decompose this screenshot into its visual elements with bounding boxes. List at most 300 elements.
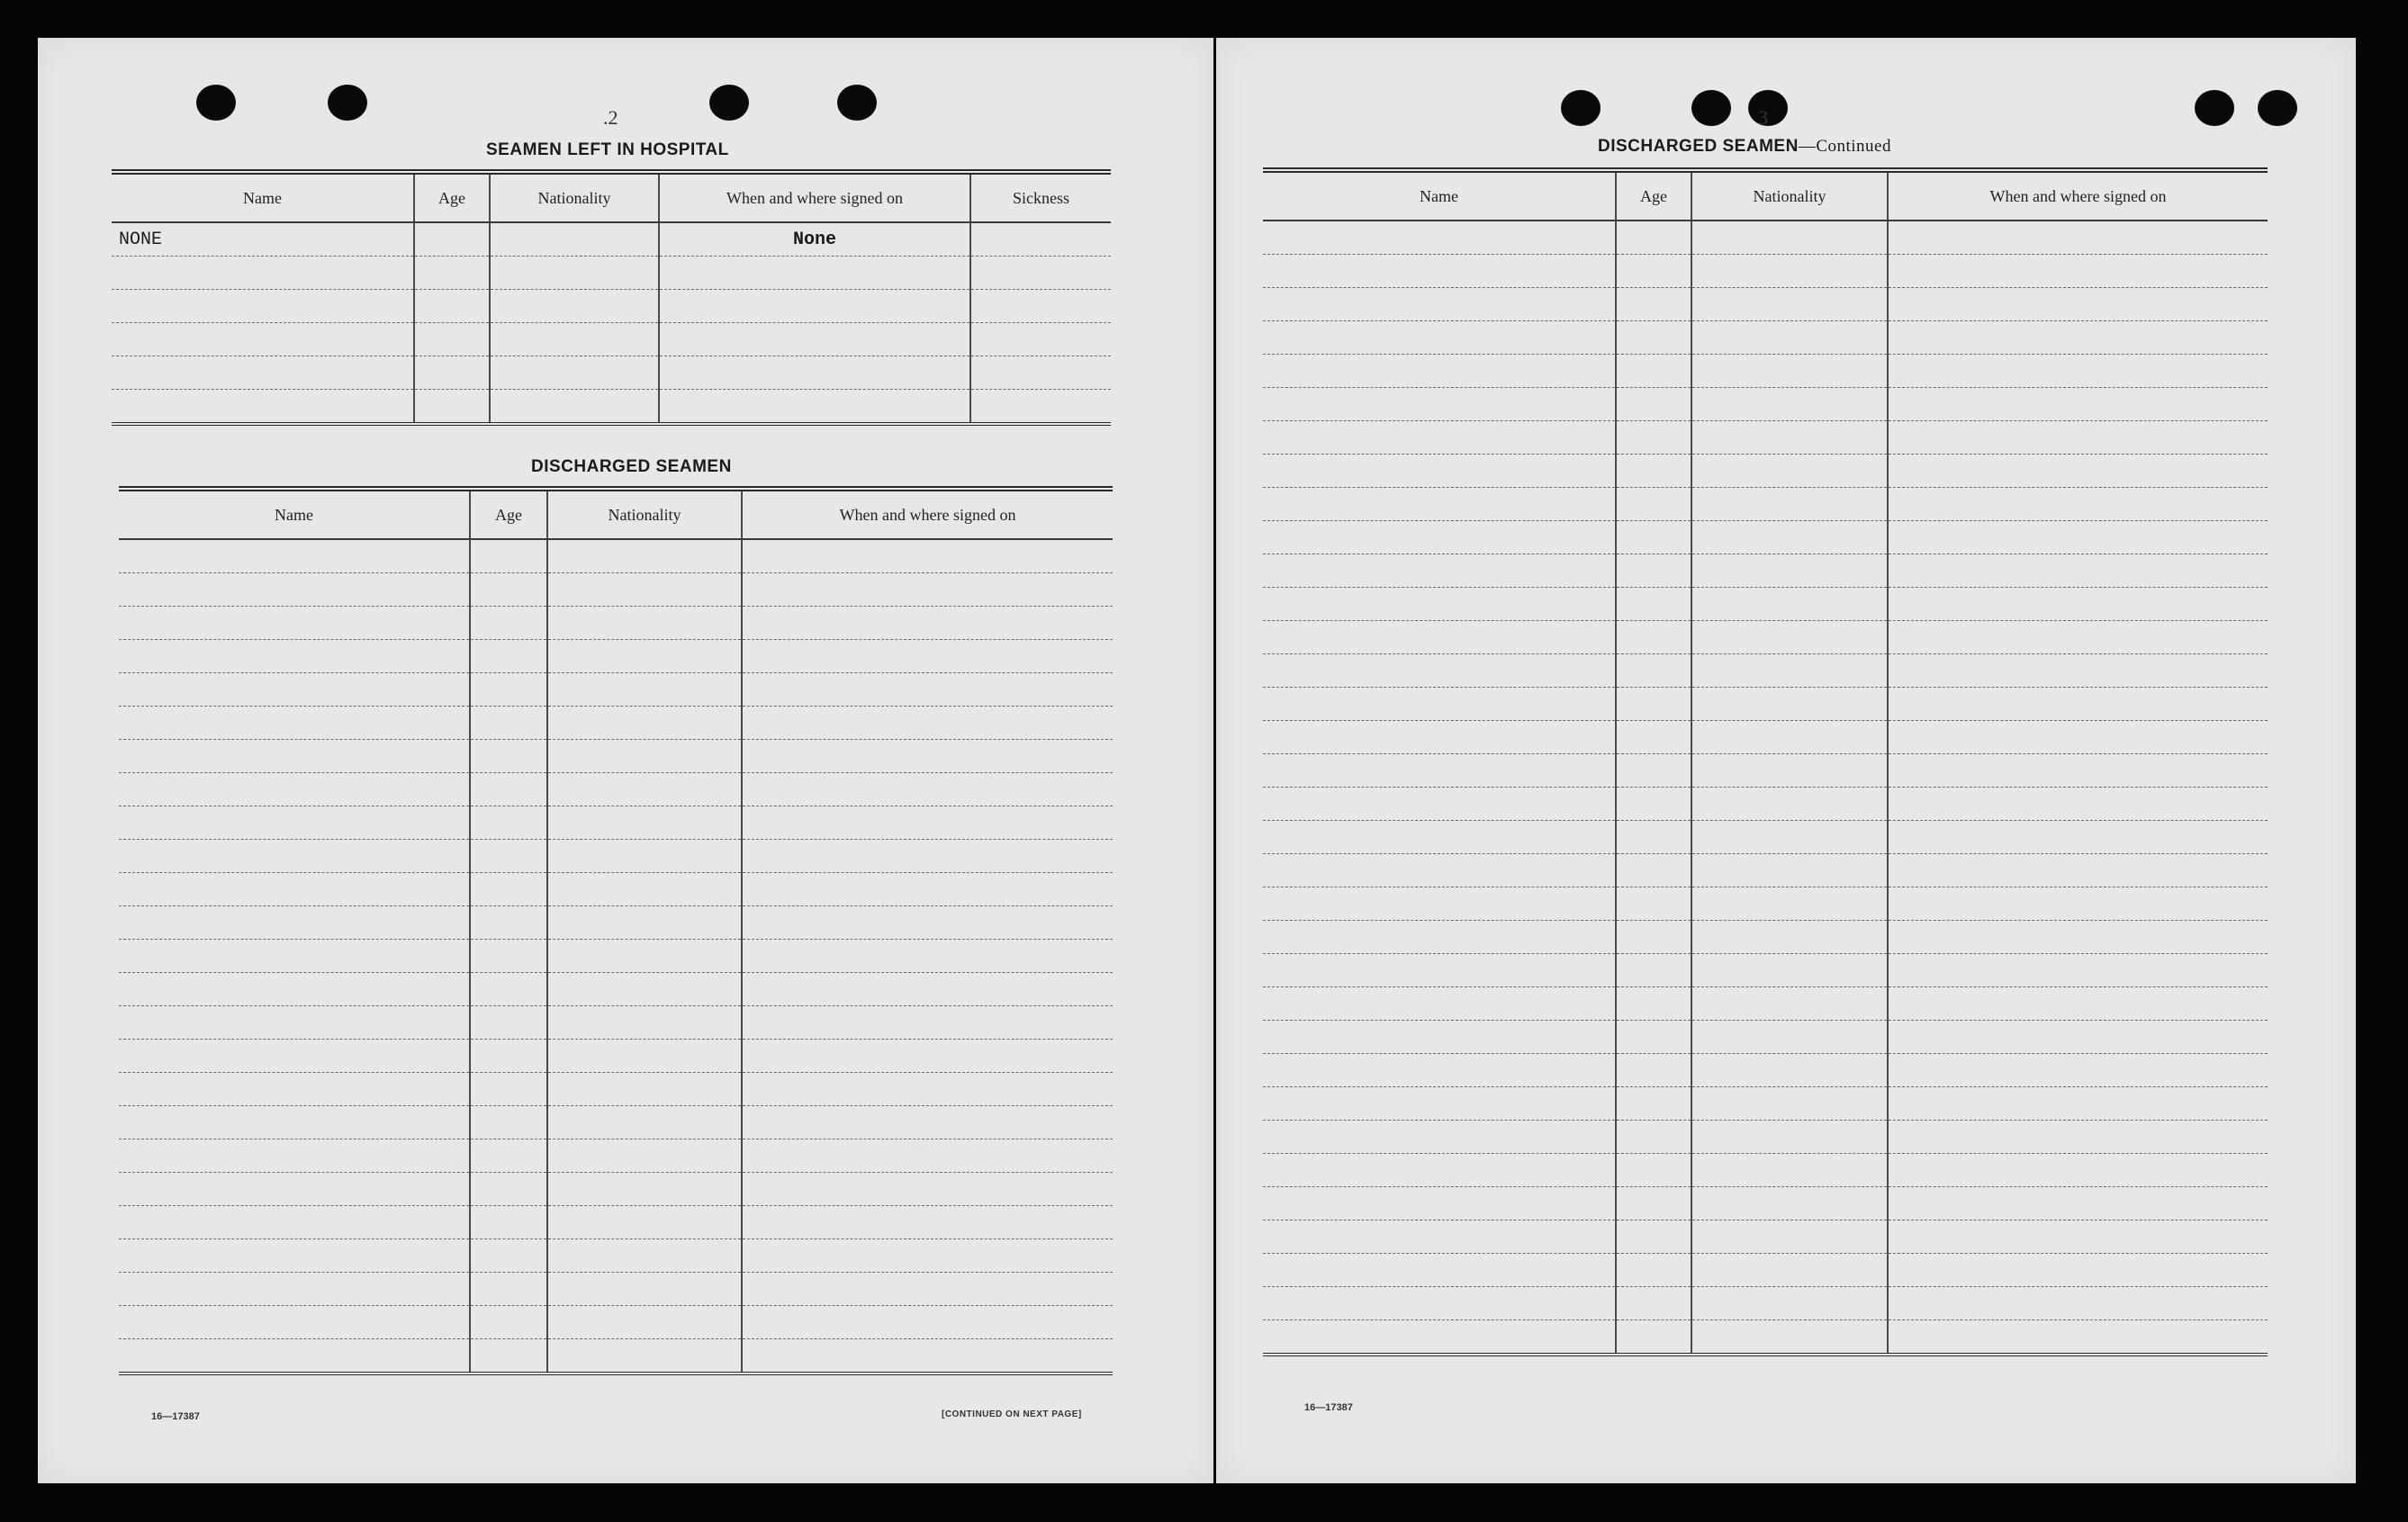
table-cell — [470, 640, 547, 673]
table-cell — [742, 539, 1113, 573]
table-cell — [1616, 521, 1691, 554]
hospital-table — [112, 169, 1111, 426]
table-cell — [547, 1006, 742, 1040]
table-cell — [119, 1139, 470, 1173]
table-cell — [1263, 455, 1616, 488]
table-cell — [1691, 621, 1888, 654]
table-cell — [119, 607, 470, 640]
table-cell — [1888, 1287, 2268, 1320]
table-cell — [1616, 1254, 1691, 1287]
punch-hole — [1748, 90, 1788, 126]
table-row — [119, 1139, 1113, 1173]
column-header: Sickness — [970, 172, 1111, 222]
table-cell — [1263, 821, 1616, 854]
table-cell — [659, 257, 970, 290]
discharged-continued-table — [1263, 167, 2268, 1356]
table-cell — [470, 1006, 547, 1040]
table-row — [112, 290, 1111, 323]
table-cell — [1691, 221, 1888, 255]
table-cell — [1616, 288, 1691, 321]
table-cell — [1888, 355, 2268, 388]
table-cell — [1263, 887, 1616, 921]
table-cell — [1616, 554, 1691, 588]
table-cell — [414, 290, 490, 323]
table-cell — [742, 1139, 1113, 1173]
table-cell — [1616, 621, 1691, 654]
table-cell — [1691, 1087, 1888, 1121]
table-cell — [1691, 1154, 1888, 1187]
table-cell — [547, 906, 742, 940]
punch-hole — [2258, 90, 2297, 126]
table-cell — [742, 607, 1113, 640]
table-cell — [742, 1106, 1113, 1139]
table-cell — [1691, 388, 1888, 421]
table-cell — [1616, 1054, 1691, 1087]
table-cell — [1691, 954, 1888, 987]
table-cell — [547, 973, 742, 1006]
table-cell — [1691, 588, 1888, 621]
table-cell — [1616, 255, 1691, 288]
table-cell — [470, 1173, 547, 1206]
table-row — [112, 257, 1111, 290]
right-page — [1216, 38, 2356, 1483]
table-cell — [742, 1273, 1113, 1306]
table-cell — [1888, 1187, 2268, 1220]
table-cell — [547, 1106, 742, 1139]
table-row — [1263, 1187, 2268, 1220]
table-cell — [742, 1239, 1113, 1273]
table-cell — [470, 806, 547, 840]
table-cell — [1263, 654, 1616, 688]
table-cell — [1263, 1320, 1616, 1355]
table-cell — [1616, 1320, 1691, 1355]
table-cell — [1888, 821, 2268, 854]
table-row — [1263, 521, 2268, 554]
table-cell — [742, 906, 1113, 940]
punch-hole — [837, 85, 877, 121]
table-cell — [1263, 521, 1616, 554]
table-cell — [1888, 621, 2268, 654]
table-row — [119, 1040, 1113, 1073]
table-cell — [1263, 588, 1616, 621]
table-row — [1263, 1254, 2268, 1287]
table-cell — [119, 1306, 470, 1339]
table-cell — [470, 973, 547, 1006]
table-row — [1263, 355, 2268, 388]
table-cell — [547, 840, 742, 873]
table-cell — [1691, 754, 1888, 788]
table-cell — [1616, 821, 1691, 854]
hospital-section-title: SEAMEN LEFT IN HOSPITAL — [486, 140, 729, 159]
table-cell — [490, 222, 659, 257]
table-cell — [1691, 554, 1888, 588]
table-cell — [547, 1273, 742, 1306]
table-cell — [1888, 1021, 2268, 1054]
column-header: Nationality — [547, 489, 742, 539]
table-cell — [1888, 654, 2268, 688]
table-cell — [119, 1206, 470, 1239]
table-cell — [1263, 921, 1616, 954]
table-cell — [1263, 1121, 1616, 1154]
table-cell — [659, 290, 970, 323]
table-cell — [1263, 321, 1616, 355]
table-cell — [547, 740, 742, 773]
table-cell — [742, 873, 1113, 906]
table-row — [112, 222, 1111, 257]
table-cell — [470, 940, 547, 973]
table-cell — [1616, 854, 1691, 887]
table-cell — [119, 1040, 470, 1073]
table-cell — [742, 1306, 1113, 1339]
table-cell — [119, 1273, 470, 1306]
column-header: When and where signed on — [742, 489, 1113, 539]
table-cell — [1888, 1220, 2268, 1254]
table-row — [1263, 288, 2268, 321]
table-cell — [1616, 321, 1691, 355]
table-cell — [1616, 987, 1691, 1021]
table-cell — [470, 1139, 547, 1173]
column-header: When and where signed on — [1888, 170, 2268, 221]
table-cell — [1691, 355, 1888, 388]
table-cell — [1888, 421, 2268, 455]
table-cell — [470, 539, 547, 573]
table-cell — [1263, 1087, 1616, 1121]
table-cell — [547, 1040, 742, 1073]
table-cell — [1888, 388, 2268, 421]
table-cell — [547, 940, 742, 973]
table-row — [1263, 488, 2268, 521]
column-header: Age — [414, 172, 490, 222]
table-cell — [1888, 321, 2268, 355]
title-suffix: —Continued — [1798, 137, 1891, 156]
table-cell — [742, 1339, 1113, 1374]
table-cell — [1616, 754, 1691, 788]
table-cell — [1888, 954, 2268, 987]
table-cell — [1691, 488, 1888, 521]
table-row — [112, 356, 1111, 390]
table-cell — [1888, 754, 2268, 788]
table-row — [119, 940, 1113, 973]
table-cell — [742, 640, 1113, 673]
table-cell — [1263, 1254, 1616, 1287]
table-cell — [470, 906, 547, 940]
table-cell — [1263, 1187, 1616, 1220]
table-cell — [1616, 1220, 1691, 1254]
table-cell — [1263, 987, 1616, 1021]
table-cell — [742, 973, 1113, 1006]
table-cell — [1263, 788, 1616, 821]
table-cell — [1263, 1220, 1616, 1254]
column-header: Age — [470, 489, 547, 539]
table-cell — [470, 1273, 547, 1306]
table-row — [1263, 321, 2268, 355]
table-cell — [119, 806, 470, 840]
table-cell — [470, 1040, 547, 1073]
table-cell — [1691, 788, 1888, 821]
table-cell — [1616, 1187, 1691, 1220]
table-cell — [1263, 421, 1616, 455]
table-cell — [547, 607, 742, 640]
table-cell — [547, 640, 742, 673]
table-cell — [1616, 355, 1691, 388]
table-cell — [470, 1306, 547, 1339]
page-number: .2 — [603, 106, 618, 129]
column-header: Name — [119, 489, 470, 539]
table-cell — [1616, 488, 1691, 521]
table-cell — [547, 539, 742, 573]
table-cell — [1616, 954, 1691, 987]
table-cell — [1691, 987, 1888, 1021]
table-row — [119, 539, 1113, 573]
punch-hole — [1691, 90, 1731, 126]
table-cell — [490, 356, 659, 390]
table-cell — [414, 323, 490, 356]
table-row — [1263, 1320, 2268, 1355]
table-row — [1263, 1054, 2268, 1087]
table-row — [1263, 1154, 2268, 1187]
table-cell — [1691, 887, 1888, 921]
column-header: When and where signed on — [659, 172, 970, 222]
column-header: Name — [112, 172, 414, 222]
table-cell — [414, 356, 490, 390]
table-cell — [742, 1006, 1113, 1040]
table-cell — [470, 740, 547, 773]
table-cell — [112, 323, 414, 356]
table-cell — [1691, 288, 1888, 321]
table-cell — [1616, 455, 1691, 488]
table-row — [1263, 621, 2268, 654]
table-cell — [119, 740, 470, 773]
table-row — [119, 1173, 1113, 1206]
table-cell — [1888, 1087, 2268, 1121]
table-row — [119, 673, 1113, 707]
table-cell — [547, 1239, 742, 1273]
table-cell — [659, 356, 970, 390]
table-cell — [119, 573, 470, 607]
table-cell — [1888, 488, 2268, 521]
table-cell — [1691, 1021, 1888, 1054]
table-cell — [1691, 1121, 1888, 1154]
table-row — [1263, 721, 2268, 754]
left-page — [38, 38, 1213, 1483]
table-cell — [1888, 521, 2268, 554]
table-cell — [1691, 1220, 1888, 1254]
table-cell — [119, 707, 470, 740]
table-cell — [119, 773, 470, 806]
table-row — [119, 973, 1113, 1006]
table-row — [1263, 588, 2268, 621]
table-row — [1263, 255, 2268, 288]
table-cell — [742, 573, 1113, 607]
table-cell — [119, 1073, 470, 1106]
table-cell — [470, 573, 547, 607]
table-cell — [742, 673, 1113, 707]
table-cell — [1263, 355, 1616, 388]
table-cell — [742, 1073, 1113, 1106]
table-cell — [1263, 688, 1616, 721]
table-cell — [547, 1173, 742, 1206]
table-cell — [470, 707, 547, 740]
page-number: 3 — [1758, 106, 1768, 129]
table-row — [1263, 1287, 2268, 1320]
table-cell — [547, 707, 742, 740]
table-cell — [112, 356, 414, 390]
table-cell — [970, 257, 1111, 290]
table-cell — [547, 573, 742, 607]
table-cell — [1616, 588, 1691, 621]
table-row — [119, 806, 1113, 840]
table-row — [119, 873, 1113, 906]
table-cell — [470, 1239, 547, 1273]
table-cell — [1616, 721, 1691, 754]
table-cell — [1691, 521, 1888, 554]
table-cell — [1616, 887, 1691, 921]
table-cell — [1691, 721, 1888, 754]
table-cell — [742, 840, 1113, 873]
table-cell — [1263, 288, 1616, 321]
table-cell — [1691, 1187, 1888, 1220]
table-cell — [1691, 688, 1888, 721]
punch-hole — [709, 85, 749, 121]
table-row — [1263, 754, 2268, 788]
form-number: 16—17387 — [1304, 1402, 1353, 1413]
table-cell — [490, 290, 659, 323]
table-cell — [1616, 388, 1691, 421]
table-row — [119, 607, 1113, 640]
table-row — [119, 1273, 1113, 1306]
table-cell — [1691, 455, 1888, 488]
table-row — [119, 840, 1113, 873]
table-cell — [1888, 1054, 2268, 1087]
table-cell — [119, 1173, 470, 1206]
table-cell — [1263, 1021, 1616, 1054]
table-cell — [1691, 421, 1888, 455]
title-main: DISCHARGED SEAMEN — [1598, 137, 1799, 156]
table-row — [119, 640, 1113, 673]
table-cell — [1888, 455, 2268, 488]
table-cell — [547, 873, 742, 906]
table-row — [1263, 455, 2268, 488]
column-header: Age — [1616, 170, 1691, 221]
table-cell — [547, 1306, 742, 1339]
table-cell — [1263, 1154, 1616, 1187]
table-cell — [119, 906, 470, 940]
table-row — [119, 707, 1113, 740]
table-cell — [119, 873, 470, 906]
table-cell — [547, 1206, 742, 1239]
table-cell — [470, 873, 547, 906]
table-cell — [1888, 987, 2268, 1021]
table-row — [1263, 854, 2268, 887]
table-cell: NONE — [112, 222, 414, 257]
table-cell — [1616, 921, 1691, 954]
table-row — [119, 740, 1113, 773]
table-row — [119, 773, 1113, 806]
table-cell — [1691, 1320, 1888, 1355]
table-cell — [1616, 421, 1691, 455]
table-row — [1263, 1087, 2268, 1121]
table-row — [1263, 954, 2268, 987]
table-cell — [1888, 1154, 2268, 1187]
table-row — [1263, 1121, 2268, 1154]
table-cell — [1263, 488, 1616, 521]
table-cell — [1888, 688, 2268, 721]
table-cell — [414, 222, 490, 257]
table-cell — [1888, 788, 2268, 821]
table-cell — [1263, 1287, 1616, 1320]
table-cell — [1616, 1287, 1691, 1320]
punch-hole — [328, 85, 367, 121]
table-row — [1263, 987, 2268, 1021]
table-cell — [119, 840, 470, 873]
table-cell — [547, 773, 742, 806]
table-cell — [1691, 821, 1888, 854]
table-cell — [470, 1339, 547, 1374]
table-cell — [1616, 1087, 1691, 1121]
table-cell — [970, 323, 1111, 356]
table-cell — [547, 1339, 742, 1374]
table-cell — [970, 356, 1111, 390]
table-cell — [1263, 621, 1616, 654]
table-row — [1263, 654, 2268, 688]
table-row — [1263, 688, 2268, 721]
table-cell — [742, 1173, 1113, 1206]
table-cell — [119, 973, 470, 1006]
table-cell — [1888, 1254, 2268, 1287]
table-cell — [1263, 721, 1616, 754]
table-cell — [1691, 921, 1888, 954]
table-cell — [119, 940, 470, 973]
table-cell — [112, 257, 414, 290]
table-row — [1263, 221, 2268, 255]
table-cell — [659, 323, 970, 356]
table-cell — [1888, 255, 2268, 288]
table-cell — [1263, 954, 1616, 987]
table-cell — [742, 773, 1113, 806]
table-cell — [470, 1106, 547, 1139]
table-cell — [490, 390, 659, 425]
table-cell — [1616, 788, 1691, 821]
table-cell — [119, 1339, 470, 1374]
table-cell — [490, 323, 659, 356]
table-cell — [659, 390, 970, 425]
table-row — [119, 1073, 1113, 1106]
table-cell — [1691, 1054, 1888, 1087]
table-row — [1263, 921, 2268, 954]
table-cell — [970, 222, 1111, 257]
table-cell — [470, 1206, 547, 1239]
table-cell — [1691, 1287, 1888, 1320]
table-row — [119, 1106, 1113, 1139]
punch-hole — [196, 85, 236, 121]
table-row — [119, 573, 1113, 607]
table-row — [1263, 1021, 2268, 1054]
table-cell — [119, 1106, 470, 1139]
table-row — [1263, 554, 2268, 588]
punch-hole — [1561, 90, 1601, 126]
table-cell — [1263, 854, 1616, 887]
table-cell — [470, 773, 547, 806]
continued-note: [CONTINUED ON NEXT PAGE] — [942, 1409, 1082, 1419]
column-header: Nationality — [490, 172, 659, 222]
table-cell — [1888, 721, 2268, 754]
table-cell — [1691, 321, 1888, 355]
table-row — [119, 1339, 1113, 1374]
column-header: Nationality — [1691, 170, 1888, 221]
table-cell — [1691, 854, 1888, 887]
table-cell — [414, 390, 490, 425]
table-row — [112, 323, 1111, 356]
